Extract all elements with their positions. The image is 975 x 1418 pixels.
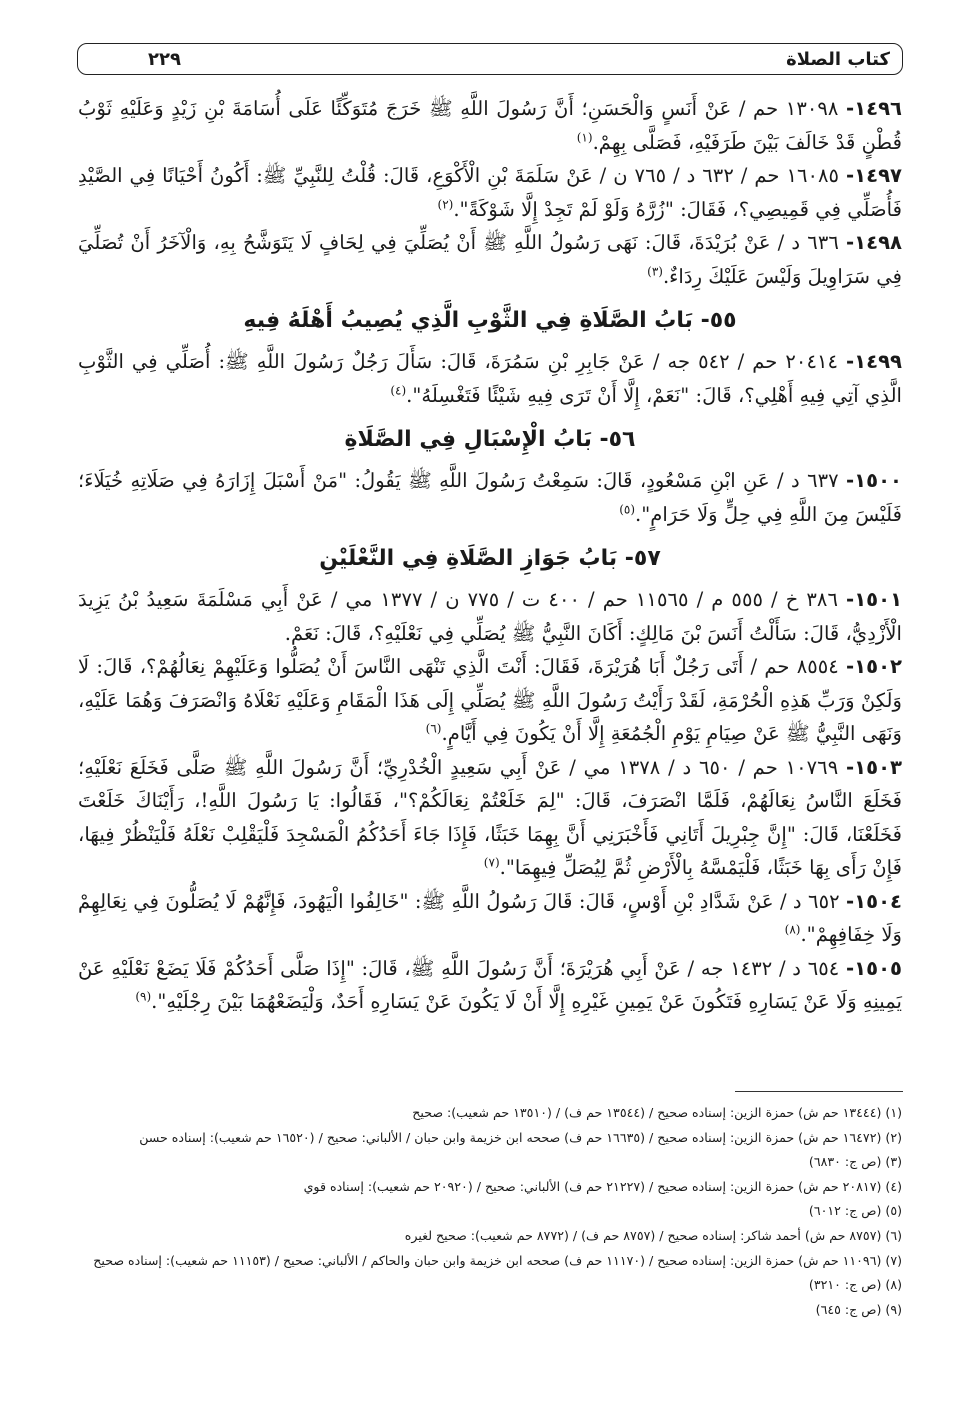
footnote: (٣) (ص ج: ٦٨٣٠) bbox=[808, 1154, 902, 1170]
footnote-marker[interactable]: (٨) bbox=[784, 922, 801, 937]
book-title: كتاب الصلاة bbox=[786, 48, 890, 70]
hadith-number: ١٥٠١- bbox=[846, 588, 903, 611]
hadith-text: ٦٣٦ د / عَنْ بُرَيْدَةَ، قَالَ: نَهَى رَسُولُ اللَّهِ ﷺ أَنْ يُصَلِّيَ فِي لِحَافٍ لَا يَتَوَشَّحُ بِهِ، وَالْآخَرُ أَنْ تُصَلِّيَ فِي سَرَاوِيلَ وَلَيْسَ عَلَيْكَ رِدَاءٌ. bbox=[78, 231, 902, 288]
hadith-number: ١٥٠٣- bbox=[846, 755, 902, 779]
page-number: ٢٢٩ bbox=[148, 48, 181, 70]
footnote: (٨) (ص ج: ٣٢١٠) bbox=[808, 1277, 902, 1293]
hadith-text: ٣٨٦ خ / ٥٥٥ م / ١١٥٦٥ حم / ٤٠٠ ت / ٧٧٥ ن / ١٣٧٧ مي / عَنْ أَبِي مَسْلَمَةَ سَعِيدُ بْنُ يَزِيدَ الْأَزْدِيُّ، قَالَ: سَأَلْتُ أَنَسَ بْنَ مَالِكٍ: أَكَانَ النَّبِيُّ ﷺ يُصَلِّي فِي نَعْلَيْهِ؟، قَالَ: نَعَمْ. bbox=[78, 588, 902, 645]
hadith-number: ١٥٠٥- bbox=[846, 956, 902, 980]
hadith-entry bbox=[78, 159, 902, 226]
hadith-entry bbox=[78, 583, 902, 650]
footnote: (٥) (ص ج: ٦٠١٢) bbox=[808, 1203, 902, 1219]
hadith-entry bbox=[78, 952, 902, 1019]
hadith-entry bbox=[78, 345, 902, 412]
footnote-marker[interactable]: (٩) bbox=[135, 989, 152, 1004]
footnote-marker[interactable]: (٥) bbox=[619, 501, 636, 516]
hadith-text: ٦٣٧ د / عَنِ ابْنِ مَسْعُودٍ، قَالَ: سَمِعْتُ رَسُولَ اللَّهِ ﷺ يَقُولُ: "مَنْ أَسْبَلَ إِزَارَهُ فِي صَلَاتِهِ خُيَلَاءَ؛ فَلَيْسَ مِنَ اللَّهِ فِي حِلٍّ وَلَا حَرَامٍ". bbox=[78, 469, 902, 526]
hadith-number: ١٥٠٤- bbox=[846, 889, 902, 913]
hadith-number: ١٤٩٨- bbox=[846, 231, 902, 254]
footnote-divider bbox=[735, 1091, 903, 1092]
hadith-text: ١٦٠٨٥ حم / ٦٣٢ د / ٧٦٥ ن / عَنْ سَلَمَةَ بْنِ الْأَكْوَعِ، قَالَ: قُلْتُ لِلنَّبِيِّ ﷺ: أَكُونُ أَحْيَانًا فِي الصَّيْدِ فَأُصَلِّي فِي قَمِيصِي؟، فَقَالَ: "زُرَّهُ وَلَوْ لَمْ تَجِدْ إِلَّا شَوْكَةً". bbox=[78, 164, 902, 221]
hadith-entry bbox=[78, 885, 902, 952]
hadith-number: ١٥٠٠- bbox=[846, 469, 902, 492]
footnote: (٢) (١٦٤٧٢ حم ش) حمزة الزين: إسناده صحيح / (١٦٦٣٥ حم ف) صححه ابن خزيمة وابن حبان / الألباني: صحيح / (١٦٥٢٠ حم شعيب): إسناده حسن bbox=[139, 1129, 902, 1145]
footnote-marker[interactable]: (١) bbox=[576, 129, 593, 144]
page-body bbox=[78, 92, 902, 1019]
hadith-number: ١٤٩٩- bbox=[846, 350, 902, 373]
hadith-entry bbox=[78, 226, 902, 293]
hadith-text: ٦٥٤ د / ١٤٣٢ جه / عَنْ أَبِي هُرَيْرَةَ؛ أَنَّ رَسُولَ اللَّهِ ﷺ، قَالَ: "إِذَا صَلَّى أَحَدُكُمْ فَلَا يَضَعْ نَعْلَيْهِ عَنْ يَمِينِهِ وَلَا عَنْ يَسَارِهِ فَتَكُونَ عَنْ يَمِينِ غَيْرِهِ إِلَّا أَنْ لَا يَكُونَ عَنْ يَسَارِهِ أَحَدٌ، وَلْيَضَعْهُمَا بَيْنَ رِجْلَيْهِ". bbox=[78, 956, 902, 1013]
footnotes bbox=[78, 1101, 902, 1322]
hadith-entry bbox=[78, 751, 902, 885]
footnote-marker[interactable]: (٦) bbox=[425, 721, 442, 736]
chapter-heading: ٥٦- بَابُ الْإِسْبَالِ فِي الصَّلَاةِ bbox=[344, 427, 636, 452]
chapter-heading: ٥٥- بَابُ الصَّلَاةِ فِي الثَّوْبِ الَّذِي يُصِيبُ أَهْلَهُ فِيهِ bbox=[243, 308, 737, 333]
footnote-marker[interactable]: (٣) bbox=[647, 263, 663, 278]
hadith-number: ١٤٩٧- bbox=[846, 164, 902, 187]
footnote: (٩) (ص ج: ٦٤٥) bbox=[815, 1301, 902, 1317]
hadith-text: ٨٥٥٤ حم / أَتَى رَجُلٌ أَبَا هُرَيْرَةَ، فَقَالَ: أَنْتَ الَّذِي تَنْهَى النَّاسَ أَنْ يُصَلُّوا وَعَلَيْهِمْ نِعَالُهُمْ؟، قَالَ: لَا وَلَكِنْ وَرَبِّ هَذِهِ الْحُرْمَةِ، لَقَدْ رَأَيْتُ رَسُولَ اللَّهِ ﷺ يُصَلِّي إِلَى هَذَا الْمَقَامِ وَعَلَيْهِ نَعْلَاهُ وَانْصَرَفَ وَهُمَا عَلَيْهِ، وَنَهَى النَّبِيُّ ﷺ عَنْ صِيَامِ يَوْمِ الْجُمُعَةِ إِلَّا أَنْ يَكُونَ فِي أَيَّامٍ. bbox=[78, 655, 902, 745]
hadith-entry bbox=[78, 464, 902, 531]
hadith-entry bbox=[78, 650, 902, 751]
footnote: (٤) (٢٠٨١٧ حم ش) حمزة الزين: إسناده صحيح / (٢١٢٢٧ حم ف) الألباني: صحيح / (٢٠٩٢٠ حم شعيب): إسناده قوي bbox=[303, 1178, 902, 1194]
footnote-marker[interactable]: (٢) bbox=[437, 196, 454, 211]
hadith-number: ١٤٩٦- bbox=[846, 97, 902, 120]
footnote: (٧) (١١٠٩٦ حم ش) حمزة الزين: إسناده صحيح / (١١١٧٠ حم ف) صححه ابن خزيمة وابن حبان والحاكم / الألباني: صحيح / (١١١٥٣ حم شعيب): إسناده صحيح bbox=[93, 1252, 902, 1268]
hadith-text: ١٣٠٩٨ حم / عَنْ أَنَسٍ وَالْحَسَنِ؛ أَنَّ رَسُولَ اللَّهِ ﷺ خَرَجَ مُتَوَكِّئًا عَلَى أُسَامَةَ بْنِ زَيْدٍ وَعَلَيْهِ ثَوْبُ قُطْنٍ قَدْ خَالَفَ بَيْنَ طَرَفَيْهِ، فَصَلَّى بِهِمْ. bbox=[78, 97, 902, 154]
hadith-entry bbox=[78, 92, 902, 159]
footnote-marker[interactable]: (٤) bbox=[390, 382, 407, 397]
footnote: (١) (١٣٤٤٤ حم ش) حمزة الزين: إسناده صحيح / (١٣٥٤٤ حم ف) / (١٣٥١٠ حم شعيب): صحيح bbox=[412, 1105, 902, 1120]
hadith-text: ٦٥٢ د / عَنْ شَدَّادِ بْنِ أَوْسٍ، قَالَ: قَالَ رَسُولُ اللَّهِ ﷺ: "خَالِفُوا الْيَهُودَ، فَإِنَّهُمْ لَا يُصَلُّونَ فِي نِعَالِهِمْ وَلَا خِفَافِهِمْ". bbox=[78, 889, 902, 946]
hadith-text: ١٠٧٦٩ حم / ٦٥٠ د / ١٣٧٨ مي / عَنْ أَبِي سَعِيدٍ الْخُدْرِيِّ؛ أَنَّ رَسُولَ اللَّهِ ﷺ صَلَّى فَخَلَعَ نَعْلَيْهِ؛ فَخَلَعَ النَّاسُ نِعَالَهُمْ، فَلَمَّا انْصَرَفَ، قَالَ: "لِمَ خَلَعْتُمْ نِعَالَكُمْ؟"، فَقَالُوا: يَا رَسُولَ اللَّهِ!، رَأَيْنَاكَ خَلَعْتَ فَخَلَعْنَا، قَالَ: "إِنَّ جِبْرِيلَ أَتَانِي فَأَخْبَرَنِي أَنَّ بِهِمَا خَبَثًا، فَإِذَا جَاءَ أَحَدُكُمُ الْمَسْجِدَ فَلْيَقْلِبْ نَعْلَهُ فَلْيَنْظُرْ فِيهَا، فَإِنْ رَأَى بِهَا خَبَثًا، فَلْيَمْسَّهُ بِالْأَرْضِ ثُمَّ لِيُصَلِّ فِيهِمَا". bbox=[78, 755, 902, 879]
page-header bbox=[77, 43, 903, 75]
footnote-marker[interactable]: (٧) bbox=[483, 855, 500, 870]
hadith-number: ١٥٠٢- bbox=[846, 655, 902, 678]
footnote: (٦) (٨٧٥٧ حم ش) أحمد شاكر: إسناده صحيح / (٨٧٥٧ حم ف) / (٨٧٧٢ حم شعيب): صحيح لغيره bbox=[404, 1227, 902, 1243]
hadith-text: ٢٠٤١٤ حم / ٥٤٢ جه / عَنْ جَابِرِ بْنِ سَمُرَةَ، قَالَ: سَأَلَ رَجُلٌ رَسُولَ اللَّهِ ﷺ: أُصَلِّي فِي الثَّوْبِ الَّذِي آتِي فِيهِ أَهْلِي؟، قَالَ: "نَعَمْ، إِلَّا أَنْ تَرَى فِيهِ شَيْئًا فَتَغْسِلَهُ". bbox=[78, 350, 902, 407]
chapter-heading: ٥٧- بَابُ جَوَازِ الصَّلَاةِ فِي النَّعْلَيْنِ bbox=[319, 546, 661, 571]
